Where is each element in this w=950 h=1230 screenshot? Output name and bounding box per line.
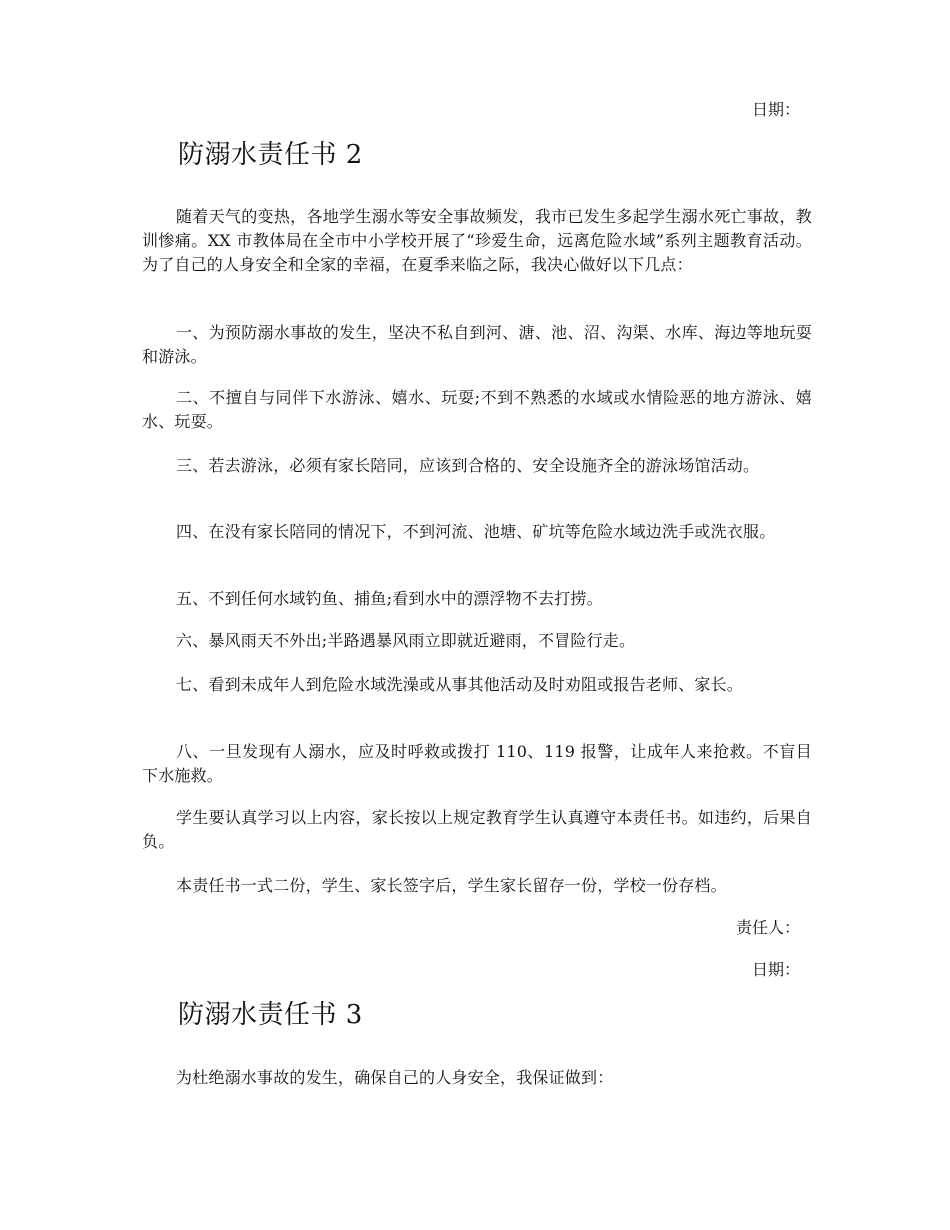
section2-item-5: 五、不到任何水域钓鱼、捕鱼;看到水中的漂浮物不去打捞。 bbox=[176, 589, 603, 608]
responsible-person-label: 责任人： bbox=[735, 918, 800, 937]
section2-title: 防溺水责任书 2 bbox=[178, 140, 363, 170]
section2-intro: 随着天气的变热，各地学生溺水等安全事故频发，我市已发生多起学生溺水死亡事故，教训惨痛。XX 市教体局在全市中小学校开展了“珍爱生命，远离危险水域”系列主题教育活动。为了自己的人身安全和全家的幸福，在夏季来临之际，我决心做好以下几点： bbox=[142, 207, 812, 274]
section2-copies-note: 本责任书一式二份，学生、家长签字后，学生家长留存一份，学校一份存档。 bbox=[176, 876, 727, 895]
section3-title: 防溺水责任书 3 bbox=[178, 1000, 363, 1030]
section2-date-label: 日期： bbox=[751, 960, 800, 979]
section2-item-6: 六、暴风雨天不外出;半路遇暴风雨立即就近避雨，不冒险行走。 bbox=[176, 631, 636, 650]
section2-item-2: 二、不擅自与同伴下水游泳、嬉水、玩耍;不到不熟悉的水域或水情险恶的地方游泳、嬉水、玩耍。 bbox=[142, 388, 812, 431]
section2-item-8: 八、一旦发现有人溺水，应及时呼救或拨打 110、119 报警，让成年人来抢救。不盲目下水施救。 bbox=[142, 742, 812, 785]
section2-item-4: 四、在没有家长陪同的情况下，不到河流、池塘、矿坑等危险水域边洗手或洗衣服。 bbox=[176, 522, 776, 541]
section2-item-1: 一、为预防溺水事故的发生，坚决不私自到河、溏、池、沼、沟渠、水库、海边等地玩耍和游泳。 bbox=[142, 323, 812, 366]
section3-intro: 为杜绝溺水事故的发生，确保自己的人身安全，我保证做到： bbox=[176, 1068, 614, 1087]
top-date-label: 日期： bbox=[751, 100, 800, 119]
section2-item-7: 七、看到未成年人到危险水域洗澡或从事其他活动及时劝阻或报告老师、家长。 bbox=[176, 675, 744, 694]
section2-obligation-note: 学生要认真学习以上内容，家长按以上规定教育学生认真遵守本责任书。如违约，后果自负。 bbox=[142, 808, 812, 851]
section2-item-3: 三、若去游泳，必须有家长陪同，应该到合格的、安全设施齐全的游泳场馆活动。 bbox=[176, 456, 760, 475]
